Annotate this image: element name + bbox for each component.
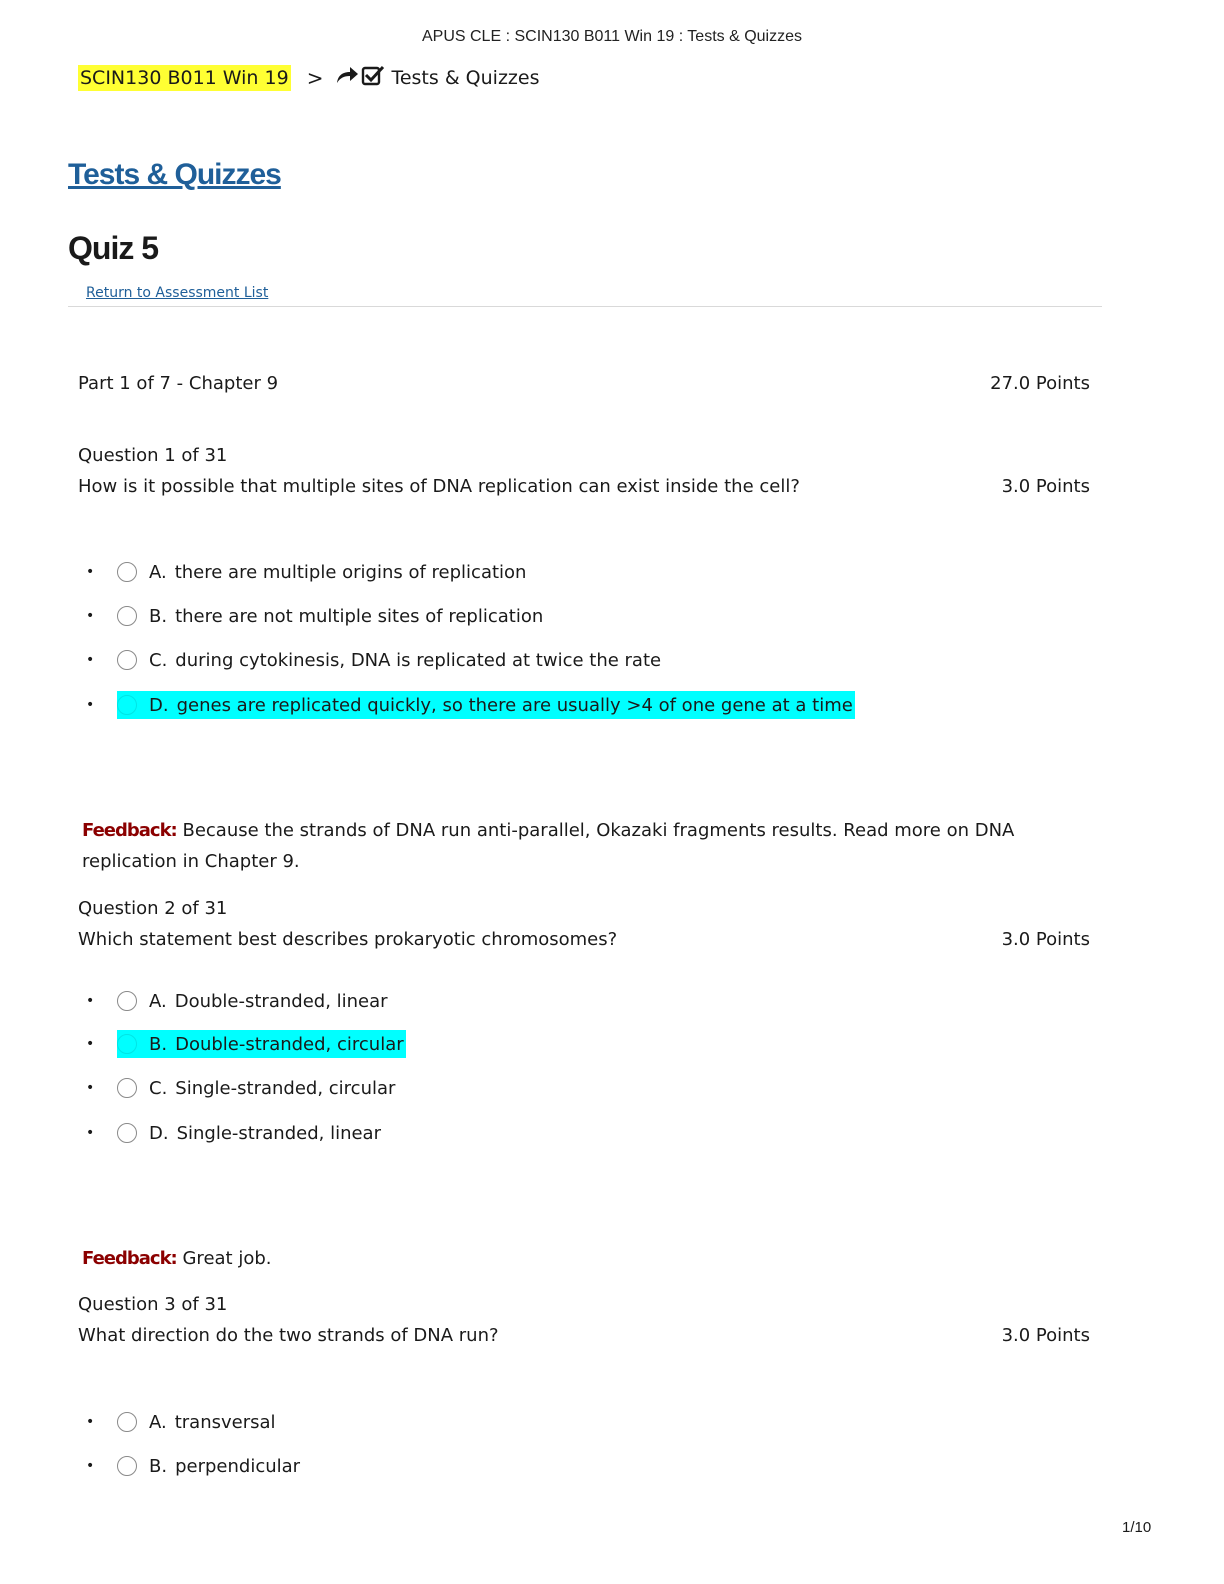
question-number: Question 3 of 31: [78, 1294, 228, 1315]
tool-title-link[interactable]: Tests & Quizzes: [68, 158, 281, 191]
divider: [68, 306, 1102, 307]
answer-option[interactable]: [117, 1408, 276, 1436]
feedback: [82, 1243, 1092, 1274]
question-points: 3.0 Points: [1001, 929, 1090, 950]
page-title: Quiz 5: [68, 230, 159, 266]
answer-text: Double-stranded, circular: [175, 1033, 404, 1055]
share-arrow-icon: [335, 65, 359, 90]
answer-text: there are not multiple sites of replication: [175, 605, 544, 627]
answer-text: perpendicular: [175, 1455, 301, 1477]
answer-option[interactable]: [117, 602, 543, 630]
checkbox-check-icon: [361, 64, 385, 91]
radio-button[interactable]: [117, 562, 137, 582]
bullet: •: [86, 1080, 95, 1096]
feedback-text: Great job.: [182, 1248, 272, 1269]
answer-option[interactable]: [117, 1074, 395, 1102]
radio-button[interactable]: [117, 1034, 137, 1054]
answer-text: Single-stranded, linear: [176, 1122, 381, 1144]
answer-option-selected[interactable]: [117, 1030, 406, 1058]
radio-button[interactable]: [117, 1456, 137, 1476]
answer-letter: A.: [149, 561, 167, 583]
bullet: •: [86, 564, 95, 580]
bullet: •: [86, 1458, 95, 1474]
part-points: 27.0 Points: [990, 373, 1090, 394]
feedback: [82, 815, 1092, 877]
answer-option[interactable]: [117, 1119, 381, 1147]
question-text: What direction do the two strands of DNA run?: [78, 1325, 499, 1346]
answer-letter: D.: [149, 694, 169, 716]
answer-option[interactable]: [117, 646, 661, 674]
breadcrumb: [78, 64, 540, 91]
answer-option[interactable]: [117, 987, 388, 1015]
page-number: 1/10: [1122, 1519, 1152, 1536]
answer-letter: B.: [149, 1455, 168, 1477]
radio-button[interactable]: [117, 606, 137, 626]
answer-letter: B.: [149, 1033, 168, 1055]
print-header: APUS CLE : SCIN130 B011 Win 19 : Tests & Quizzes: [421, 28, 802, 45]
radio-button[interactable]: [117, 991, 137, 1011]
answer-option-selected[interactable]: [117, 691, 855, 719]
feedback-text: Because the strands of DNA run anti-parallel, Okazaki fragments results. Read more on DNA replication in Chapter 9.: [82, 820, 1015, 872]
radio-button[interactable]: [117, 1123, 137, 1143]
return-to-assessment-list-link[interactable]: Return to Assessment List: [86, 285, 269, 301]
answer-text: there are multiple origins of replication: [174, 561, 527, 583]
bullet: •: [86, 697, 95, 713]
answer-option[interactable]: [117, 558, 526, 586]
breadcrumb-current: Tests & Quizzes: [391, 66, 540, 89]
breadcrumb-separator: >: [306, 65, 324, 90]
bullet: •: [86, 652, 95, 668]
feedback-label: Feedback:: [82, 820, 177, 841]
answer-letter: A.: [149, 990, 167, 1012]
answer-text: Double-stranded, linear: [174, 990, 388, 1012]
feedback-label: Feedback:: [82, 1248, 177, 1269]
answer-letter: B.: [149, 605, 168, 627]
answer-letter: D.: [149, 1122, 169, 1144]
radio-button[interactable]: [117, 650, 137, 670]
answer-letter: A.: [149, 1411, 167, 1433]
bullet: •: [86, 1125, 95, 1141]
radio-button[interactable]: [117, 1078, 137, 1098]
answer-text: transversal: [174, 1411, 276, 1433]
answer-text: during cytokinesis, DNA is replicated at twice the rate: [175, 649, 662, 671]
answer-letter: C.: [149, 649, 168, 671]
question-points: 3.0 Points: [1001, 1325, 1090, 1346]
question-text: How is it possible that multiple sites of DNA replication can exist inside the cell?: [78, 476, 800, 497]
bullet: •: [86, 608, 95, 624]
breadcrumb-course-link[interactable]: SCIN130 B011 Win 19: [80, 66, 289, 89]
question-text: Which statement best describes prokaryotic chromosomes?: [78, 929, 618, 950]
answer-option[interactable]: [117, 1452, 300, 1480]
answer-text: genes are replicated quickly, so there are usually >4 of one gene at a time: [176, 694, 853, 716]
bullet: •: [86, 993, 95, 1009]
radio-button[interactable]: [117, 1412, 137, 1432]
question-number: Question 2 of 31: [78, 898, 228, 919]
radio-button[interactable]: [117, 695, 137, 715]
answer-letter: C.: [149, 1077, 168, 1099]
answer-text: Single-stranded, circular: [175, 1077, 396, 1099]
bullet: •: [86, 1036, 95, 1052]
question-number: Question 1 of 31: [78, 445, 228, 466]
question-points: 3.0 Points: [1001, 476, 1090, 497]
part-label: Part 1 of 7 - Chapter 9: [78, 373, 279, 394]
bullet: •: [86, 1414, 95, 1430]
